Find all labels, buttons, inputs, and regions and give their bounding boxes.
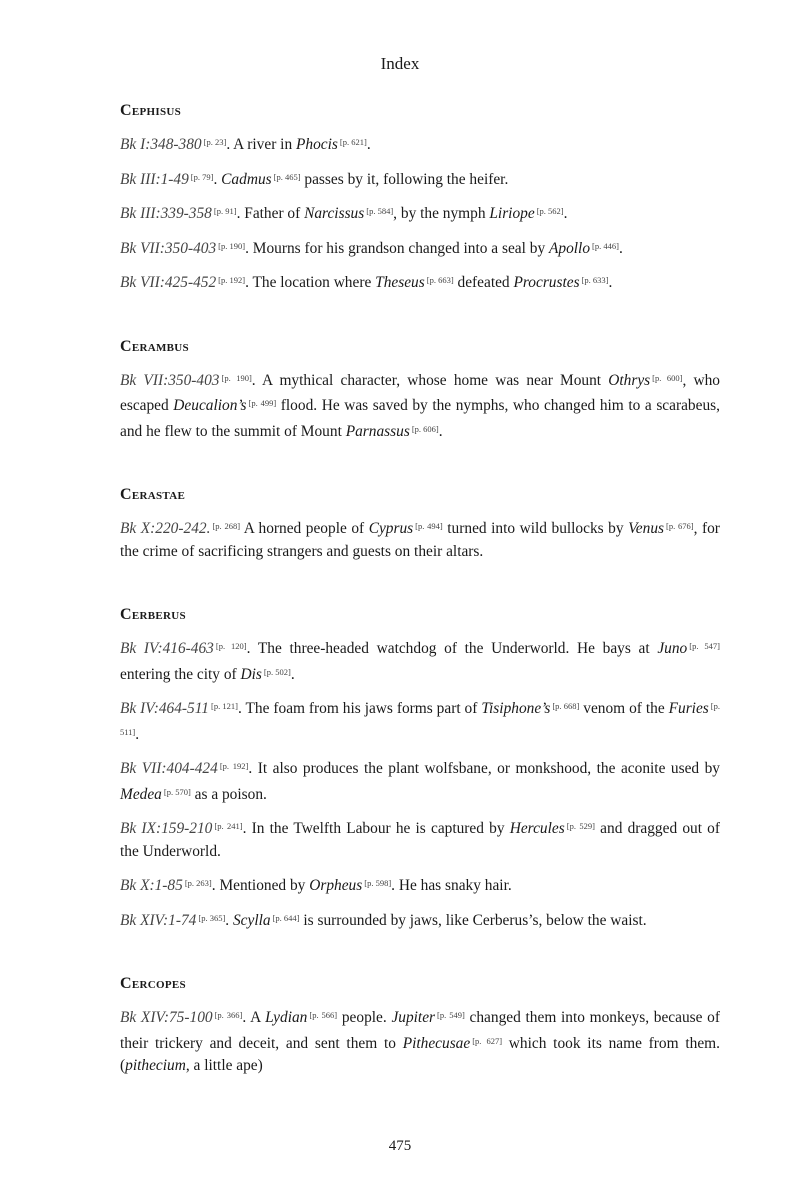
body-text: A horned people of — [240, 520, 369, 537]
body-text: entering the city of — [120, 665, 241, 683]
page-reference-link[interactable]: [p. 566] — [309, 1010, 338, 1020]
entry-paragraph — [120, 872, 720, 898]
page-reference-link[interactable]: [p. 499] — [248, 398, 277, 408]
page-reference-link[interactable]: [p. 644] — [272, 912, 300, 923]
index-term: Venus — [628, 520, 665, 537]
book-reference-link[interactable]: Bk VII:425-452 — [120, 274, 217, 291]
book-reference-link[interactable]: Bk I:348-380 — [120, 136, 202, 153]
body-text: . — [618, 239, 623, 257]
entry-paragraph — [120, 200, 720, 226]
body-text: . A — [242, 1009, 266, 1026]
body-text: . — [225, 911, 233, 929]
index-entry — [120, 484, 720, 563]
body-text: . Mentioned by — [211, 877, 310, 894]
body-text: . In the Twelfth Labour he is captured by — [242, 820, 510, 837]
body-text: . — [135, 725, 140, 743]
entry-paragraph — [120, 907, 720, 933]
entry-heading: Cerambus — [120, 337, 189, 355]
body-text: . — [290, 665, 295, 683]
page-reference-link[interactable]: [p. 663] — [426, 275, 454, 285]
entry-paragraph — [120, 131, 720, 157]
entry-heading: Cercopes — [120, 975, 186, 992]
book-reference-link[interactable]: Bk III:1-49 — [120, 170, 189, 188]
page-reference-link[interactable]: [p. 606] — [411, 423, 439, 434]
index-term: Hercules — [509, 820, 565, 837]
entry-paragraph — [120, 635, 720, 686]
body-text: . It also produces the plant wolfsbane, or monkshood, the aconite used by — [248, 760, 720, 777]
index-entry — [120, 336, 720, 444]
page-reference-link[interactable]: [p. 494] — [415, 521, 443, 531]
index-term: Jupiter — [391, 1009, 436, 1026]
index-term: Apollo — [548, 239, 591, 257]
body-text: . — [438, 422, 443, 440]
index-entry — [120, 100, 720, 295]
body-text: . Mourns for his grandson changed into a seal by — [245, 239, 549, 257]
book-reference-link[interactable]: Bk VII:350-403 — [120, 239, 217, 257]
index-term: Narcissus — [304, 205, 365, 222]
page-header-title: Index — [380, 54, 420, 73]
index-entry — [120, 604, 720, 932]
page-reference-link[interactable]: [p. 668] — [552, 701, 580, 711]
body-text: , a little ape) — [185, 1057, 263, 1074]
book-reference-link[interactable]: Bk IX:159-210 — [120, 820, 213, 837]
entry-paragraph — [120, 755, 720, 806]
page-reference-link[interactable]: [p. 268] — [212, 521, 241, 531]
page-reference-link[interactable]: [p. 562] — [536, 206, 564, 216]
body-text: . The foam from his jaws forms part of — [238, 700, 482, 717]
page-reference-link[interactable]: [p. 120] — [215, 641, 247, 651]
index-entry — [120, 973, 720, 1078]
body-text: which took its name from them. ( — [120, 1034, 720, 1074]
book-reference-link[interactable]: Bk X:220-242. — [120, 520, 211, 537]
entry-paragraph — [120, 269, 720, 295]
body-text: , for the crime of sacrificing strangers and guests on their altars. — [120, 520, 720, 560]
body-text: . — [213, 170, 222, 188]
body-text: as a poison. — [190, 785, 267, 803]
index-term: Othrys — [608, 371, 651, 389]
page-reference-link[interactable]: [p. 121] — [210, 701, 238, 711]
body-text: . He has snaky hair. — [391, 877, 512, 894]
page-reference-link[interactable]: [p. 79] — [190, 171, 214, 182]
page-reference-link[interactable]: [p. 190] — [218, 240, 246, 251]
page-reference-link[interactable]: [p. 633] — [581, 275, 609, 285]
body-text: . A mythical character, whose home was near Mount — [251, 371, 609, 389]
book-reference-link[interactable]: Bk VII:350-403 — [120, 371, 220, 389]
entry-paragraph — [120, 815, 720, 863]
page-reference-link[interactable]: [p. 23] — [203, 137, 227, 147]
book-reference-link[interactable]: Bk IV:464-511 — [120, 700, 209, 717]
body-text: venom of the — [579, 700, 669, 717]
body-text: passes by it, following the heifer. — [300, 170, 509, 188]
index-term: Phocis — [296, 136, 338, 153]
page-reference-link[interactable]: [p. 263] — [184, 878, 212, 888]
book-reference-link[interactable]: Bk X:1-85 — [120, 877, 183, 894]
page-reference-link[interactable]: [p. 547] — [689, 641, 720, 651]
index-term: Parnassus — [345, 422, 410, 440]
page-reference-link[interactable]: [p. 621] — [339, 137, 367, 147]
entry-paragraph — [120, 695, 720, 746]
body-text: people. — [337, 1009, 392, 1026]
index-term: Furies — [668, 700, 709, 717]
index-term: Medea — [120, 785, 162, 803]
entry-heading: Cerastae — [120, 486, 186, 503]
index-term: Cyprus — [368, 520, 414, 537]
page-reference-link[interactable]: [p. 529] — [566, 821, 595, 831]
index-term: Liriope — [489, 205, 535, 222]
page-reference-link[interactable]: [p. 366] — [214, 1010, 243, 1020]
body-text: . — [366, 136, 371, 153]
entry-paragraph — [120, 515, 720, 563]
body-text: . Father of — [236, 205, 305, 222]
page-reference-link[interactable]: [p. 192] — [219, 761, 249, 771]
index-term: Cadmus — [221, 170, 272, 188]
page-reference-link[interactable]: [p. 241] — [214, 821, 243, 831]
page-reference-link[interactable]: [p. 549] — [437, 1010, 465, 1020]
book-reference-link[interactable]: Bk XIV:75-100 — [120, 1009, 213, 1026]
index-content — [120, 100, 720, 1119]
book-reference-link[interactable]: Bk VII:404-424 — [120, 760, 218, 777]
book-reference-link[interactable]: Bk XIV:1-74 — [120, 911, 197, 929]
index-term: Scylla — [232, 911, 271, 929]
page-reference-link[interactable]: [p. 676] — [666, 521, 694, 531]
entry-paragraph — [120, 367, 720, 444]
index-term: Dis — [240, 665, 262, 683]
page-reference-link[interactable]: [p. 627] — [472, 1035, 503, 1046]
book-reference-link[interactable]: Bk III:339-358 — [120, 205, 212, 222]
entry-heading: Cerberus — [120, 606, 186, 623]
index-term: Lydian — [265, 1009, 308, 1026]
page-reference-link[interactable]: [p. 600] — [652, 372, 683, 383]
body-text: flood. He was saved by the nymphs, who changed him to a scarabeus, and he flew to the summit of Mount — [120, 397, 720, 440]
page-reference-link[interactable]: [p. 192] — [218, 275, 246, 285]
index-term: Tisiphone’s — [481, 700, 551, 717]
body-text: . The location where — [245, 274, 376, 291]
page-reference-link[interactable]: [p. 584] — [366, 206, 394, 216]
index-term: pithecium — [125, 1057, 186, 1074]
page-number: 475 — [388, 1138, 412, 1154]
index-term: Pithecusae — [402, 1034, 471, 1052]
entry-paragraph — [120, 235, 720, 261]
body-text: , by the nymph — [393, 205, 490, 222]
book-reference-link[interactable]: Bk IV:416-463 — [120, 640, 214, 657]
body-text: . — [608, 274, 613, 291]
entry-heading: Cephisus — [120, 102, 182, 119]
index-term: Deucalion’s — [173, 397, 247, 414]
index-term: Juno — [657, 640, 688, 657]
page-reference-link[interactable]: [p. 502] — [263, 666, 291, 677]
page-reference-link[interactable]: [p. 91] — [213, 206, 237, 216]
page-reference-link[interactable]: [p. 570] — [163, 786, 191, 797]
body-text: . A river in — [226, 136, 296, 153]
index-term: Theseus — [375, 274, 425, 291]
body-text: defeated — [453, 274, 514, 291]
body-text: and dragged out of the Underworld. — [120, 820, 720, 860]
entry-paragraph — [120, 166, 720, 192]
entry-paragraph — [120, 1004, 720, 1078]
body-text: changed them into monkeys, because of their trickery and deceit, and sent them to — [120, 1009, 720, 1052]
index-term: Procrustes — [513, 274, 580, 291]
page-reference-link[interactable]: [p. 511] — [120, 701, 720, 737]
body-text: . The three-headed watchdog of the Underworld. He bays at — [246, 640, 658, 657]
page-reference-link[interactable]: [p. 190] — [221, 372, 252, 383]
page-reference-link[interactable]: [p. 598] — [364, 878, 392, 888]
body-text: is surrounded by jaws, like Cerberus’s, below the waist. — [299, 911, 647, 929]
body-text: , who escaped — [120, 371, 720, 414]
page-reference-link[interactable]: [p. 465] — [273, 171, 301, 182]
body-text: . — [563, 205, 568, 222]
body-text: turned into wild bullocks by — [442, 520, 629, 537]
page-reference-link[interactable]: [p. 365] — [198, 912, 226, 923]
index-term: Orpheus — [309, 877, 363, 894]
page-reference-link[interactable]: [p. 446] — [592, 240, 619, 251]
